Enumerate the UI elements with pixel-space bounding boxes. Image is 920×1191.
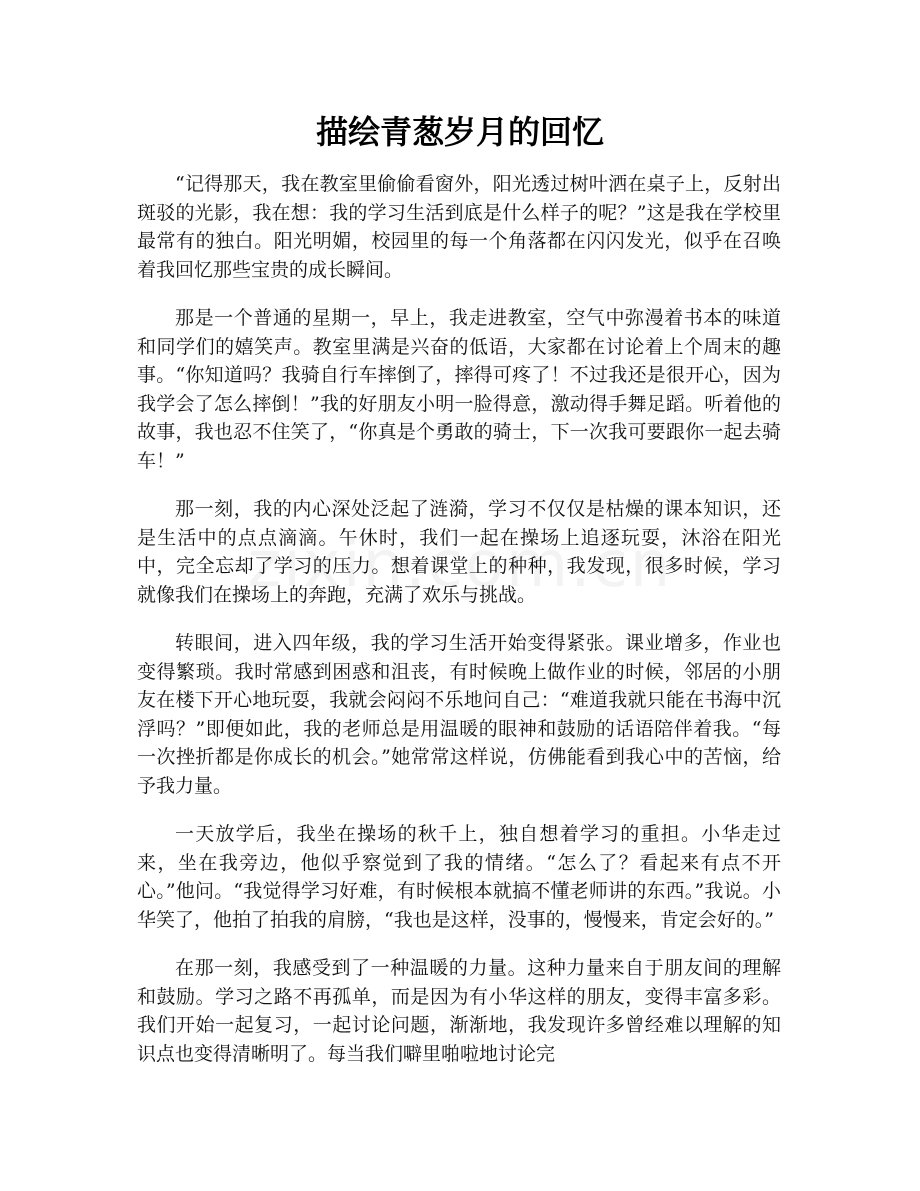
document-title: 描绘青葱岁月的回忆 (315, 113, 604, 151)
paragraph: 那是一个普通的星期一，早上，我走进教室，空气中弥漫着书本的味道和同学们的嬉笑声。教室里满是兴奋的低语，大家都在讨论着上个周末的趣事。“你知道吗？我骑自行车摔倒了，摔得可疼了！不过我还是很开心，因为我学会了怎么摔倒！”我的好朋友小明一脸得意，激动得手舞足蹈。听着他的故事，我也忍不住笑了，“你真是个勇敢的骑士，下一次我可要跟你一起去骑车！” (137, 307, 781, 472)
paragraph: 一天放学后，我坐在操场的秋千上，独自想着学习的重担。小华走过来，坐在我旁边，他似乎察觉到了我的情绪。“怎么了？看起来有点不开心。”他问。“我觉得学习好难，有时候根本就搞不懂老师讲的东西。”我说。小华笑了，他拍了拍我的肩膀，“我也是这样，没事的，慢慢来，肯定会好的。” (137, 823, 781, 931)
paragraph: 那一刻，我的内心深处泛起了涟漪，学习不仅仅是枯燥的课本知识，还是生活中的点点滴滴。午休时，我们一起在操场上追逐玩耍，沐浴在阳光中，完全忘却了学习的压力。想着课堂上的种种，我发现，很多时候，学习就像我们在操场上的奔跑，充满了欢乐与挑战。 (137, 498, 781, 606)
paragraph: 在那一刻，我感受到了一种温暖的力量。这种力量来自于朋友间的理解和鼓励。学习之路不再孤单，而是因为有小华这样的朋友，变得丰富多彩。我们开始一起复习，一起讨论问题，渐渐地，我发现许多曾经难以理解的知识点也变得清晰明了。每当我们噼里啪啦地讨论完 (137, 957, 781, 1065)
paragraph: 转眼间，进入四年级，我的学习生活开始变得紧张。课业增多，作业也变得繁琐。我时常感到困惑和沮丧，有时候晚上做作业的时候，邻居的小朋友在楼下开心地玩耍，我就会闷闷不乐地问自己：“难道我就只能在书海中沉浮吗？”即便如此，我的老师总是用温暖的眼神和鼓励的话语陪伴着我。“每一次挫折都是你成长的机会。”她常常这样说，仿佛能看到我心中的苦恼，给予我力量。 (137, 632, 781, 797)
document-body (137, 170, 781, 1068)
paragraph: “记得那天，我在教室里偷偷看窗外，阳光透过树叶洒在桌子上，反射出斑驳的光影，我在想：我的学习生活到底是什么样子的呢？”这是我在学校里最常有的独白。阳光明媚，校园里的每一个角落都在闪闪发光，似乎在召唤着我回忆那些宝贵的成长瞬间。 (137, 173, 781, 281)
